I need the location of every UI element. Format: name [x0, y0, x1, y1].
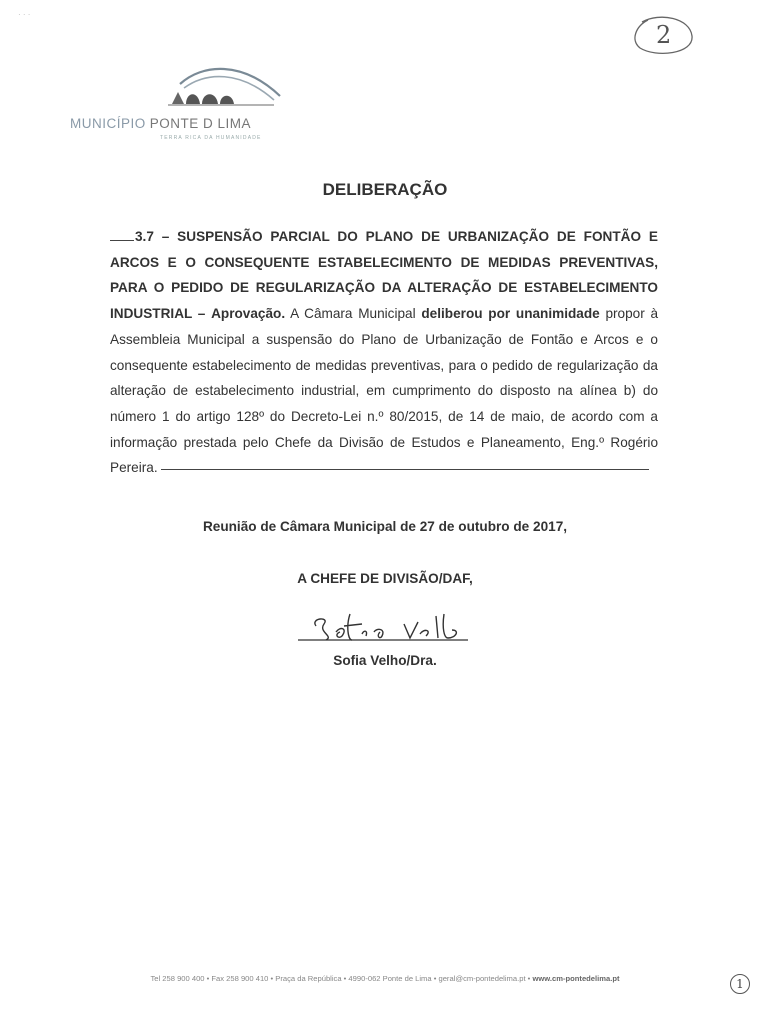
body-text-2: propor à Assembleia Municipal a suspensão do Plano de Urbanização de Fontão e Arcos e o consequente estabelecimento de medidas preventivas, para o pedido de regularização da alteração de estabelecimento industrial, em cumprimento do disposto na alínea b) do número 1 do artigo 128º do Decreto-Lei n.º 80/2015, de 14 de maio, de acordo com a informação prestada pelo Chefe da Divisão de Estudos e Planeamento, Eng.º Rogério Pereira.	[110, 306, 659, 476]
lead-underline	[110, 240, 134, 241]
deliberation-body	[110, 224, 658, 481]
signer-title: A CHEFE DE DIVISÃO/DAF,	[297, 571, 473, 586]
signer-name: Sofia Velho/Dra.	[333, 653, 437, 668]
logo-wordmark	[70, 116, 251, 131]
logo-municipio: MUNICÍPIO	[70, 116, 146, 131]
body-text-1: A Câmara Municipal	[290, 306, 416, 322]
handwritten-page-number	[632, 14, 696, 58]
logo-tagline: TERRA RICA DA HUMANIDADE	[160, 135, 262, 141]
circled-page-number: 1	[730, 974, 750, 994]
bridge-arches-icon	[162, 62, 282, 114]
fill-line	[161, 468, 649, 470]
deliberation-heading: 3.7 – SUSPENSÃO PARCIAL DO PLANO DE URBANIZAÇÃO DE FONTÃO E ARCOS E O CONSEQUENTE ESTABELECIMENTO DE MEDIDAS PREVENTIVAS, PARA O PEDIDO DE REGULARIZAÇÃO DA ALTERAÇÃO DE ESTABELECIMENTO INDUSTRIAL –	[110, 229, 658, 322]
decision-text: deliberou por unanimidade	[421, 306, 600, 322]
municipality-logo	[70, 62, 290, 146]
handwritten-signature	[296, 604, 476, 646]
approval-label: Aprovação.	[211, 306, 286, 322]
logo-town-name: PONTE D LIMA	[149, 116, 252, 131]
handwritten-number: 2	[656, 21, 672, 49]
document-title: DELIBERAÇÃO	[322, 180, 448, 199]
scan-specks: · · ·	[18, 10, 31, 19]
footer-website: www.cm-pontedelima.pt	[532, 974, 620, 983]
meeting-reference: Reunião de Câmara Municipal de 27 de outubro de 2017,	[202, 519, 568, 534]
footer-contacts: Tel 258 900 400 • Fax 258 900 410 • Praça da República • 4990-062 Ponte de Lima • geral@cm-pontedelima.pt •	[150, 974, 531, 983]
page-footer	[0, 974, 770, 983]
